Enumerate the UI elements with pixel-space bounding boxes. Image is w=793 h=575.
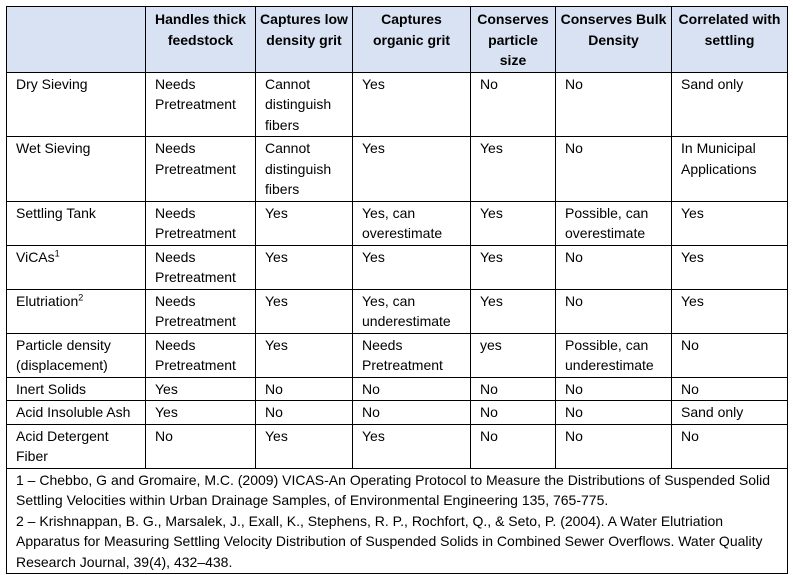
table-cell: Yes xyxy=(471,289,556,333)
footnote-2: 2 – Krishnappan, B. G., Marsalek, J., Exall, K., Stephens, R. P., Rochfort, Q., & Seto, P. (2004). A Water Elutriation Apparatus for Measuring Settling Velocity Distribution of Suspended Solids in Combined Sewer Overflows. Water Quality Research Journal, 39(4), 432–438. xyxy=(16,512,763,570)
table-cell: Sand only xyxy=(672,401,788,425)
table-row xyxy=(7,401,788,425)
table-cell: Yes xyxy=(256,245,353,289)
method-label: Wet Sieving xyxy=(16,140,91,156)
table-cell: Yes xyxy=(146,377,256,401)
method-label: Elutriation xyxy=(16,292,79,309)
table-cell: Yes xyxy=(471,245,556,289)
table-cell: yes xyxy=(471,333,556,377)
table-body xyxy=(7,72,788,468)
table-cell: Sand only xyxy=(672,72,788,137)
table-cell: Yes xyxy=(672,245,788,289)
row-method-cell xyxy=(7,72,146,137)
header-conserves-particle-size: Conserves particle size xyxy=(471,7,556,73)
table-cell: No xyxy=(556,424,672,468)
table-cell: Yes xyxy=(672,289,788,333)
table-cell: Yes xyxy=(256,333,353,377)
table-cell: Needs Pretreatment xyxy=(146,137,256,202)
header-correlated-with-settling: Correlated with settling xyxy=(672,7,788,73)
table-cell: Yes xyxy=(146,401,256,425)
table-cell: Possible, can overestimate xyxy=(556,201,672,245)
table-cell: No xyxy=(256,401,353,425)
row-method-cell xyxy=(7,289,146,333)
row-method-cell xyxy=(7,333,146,377)
table-cell: Needs Pretreatment xyxy=(146,289,256,333)
method-label: Inert Solids xyxy=(16,380,87,397)
table-row xyxy=(7,289,788,333)
table-cell: Yes, can underestimate xyxy=(353,289,471,333)
row-method-cell xyxy=(7,377,146,401)
table-cell: Yes xyxy=(353,137,471,202)
header-handles-thick-feedstock: Handles thick feedstock xyxy=(146,7,256,73)
table-cell: Yes xyxy=(256,289,353,333)
header-captures-organic-grit: Captures organic grit xyxy=(353,7,471,73)
table-cell: No xyxy=(672,377,788,401)
table-cell: No xyxy=(672,333,788,377)
table-cell: In Municipal Applications xyxy=(672,137,788,202)
table-cell: Yes xyxy=(353,424,471,468)
row-method-cell xyxy=(7,201,146,245)
table-cell: Yes xyxy=(256,424,353,468)
method-label: Dry Sieving xyxy=(16,75,88,92)
table-cell: Yes xyxy=(471,137,556,202)
table-cell: No xyxy=(672,424,788,468)
footnotes-row xyxy=(7,468,788,574)
table-cell: Needs Pretreatment xyxy=(146,72,256,137)
row-method-cell xyxy=(7,424,146,468)
table-cell: No xyxy=(556,377,672,401)
table-cell: No xyxy=(556,137,672,202)
table-row xyxy=(7,333,788,377)
table-row xyxy=(7,424,788,468)
footnotes-cell xyxy=(7,468,788,574)
table-cell: Needs Pretreatment xyxy=(146,201,256,245)
table-row xyxy=(7,72,788,137)
row-method-cell xyxy=(7,401,146,425)
footnote-marker: 1 xyxy=(54,247,60,258)
table-cell: Yes xyxy=(672,201,788,245)
table-cell: No xyxy=(353,377,471,401)
table-cell: Yes xyxy=(256,201,353,245)
footnote-marker: 2 xyxy=(78,291,84,302)
table-cell: No xyxy=(556,72,672,137)
table-cell: No xyxy=(256,377,353,401)
header-conserves-bulk-density: Conserves Bulk Density xyxy=(556,7,672,73)
table-cell: No xyxy=(471,424,556,468)
table-cell: No xyxy=(471,377,556,401)
table-cell: Cannot distinguish fibers xyxy=(256,137,353,202)
table-row xyxy=(7,201,788,245)
table-row xyxy=(7,377,788,401)
table-cell: No xyxy=(471,401,556,425)
table-cell: Yes, can overestimate xyxy=(353,201,471,245)
method-label: ViCAs xyxy=(16,248,55,265)
table-row xyxy=(7,245,788,289)
header-row xyxy=(7,7,788,73)
table-cell: Cannot distinguish fibers xyxy=(256,72,353,137)
table-cell: No xyxy=(556,401,672,425)
table-cell: No xyxy=(146,424,256,468)
table-cell: Yes xyxy=(353,245,471,289)
table-cell: No xyxy=(556,289,672,333)
table-cell: No xyxy=(353,401,471,425)
footnote-1: 1 – Chebbo, G and Gromaire, M.C. (2009) VICAS-An Operating Protocol to Measure the Distributions of Suspended Solid Settling Velocities within Urban Drainage Samples, of Environmental Engineering 135, 765-775. xyxy=(16,471,771,508)
header-corner xyxy=(7,7,146,73)
row-method-cell xyxy=(7,245,146,289)
method-label: Particle density (displacement) xyxy=(16,336,111,373)
table-row xyxy=(7,137,788,202)
table-cell: Needs Pretreatment xyxy=(146,333,256,377)
table-cell: Yes xyxy=(353,72,471,137)
method-label: Acid Insoluble Ash xyxy=(16,404,131,420)
table-cell: No xyxy=(556,245,672,289)
table-cell: Needs Pretreatment xyxy=(353,333,471,377)
row-method-cell xyxy=(7,137,146,202)
table-cell: Needs Pretreatment xyxy=(146,245,256,289)
method-label: Acid Detergent Fiber xyxy=(16,427,109,464)
table-cell: Possible, can underestimate xyxy=(556,333,672,377)
table-cell: Yes xyxy=(471,201,556,245)
method-label: Settling Tank xyxy=(16,204,96,221)
header-captures-low-density-grit: Captures low density grit xyxy=(256,7,353,73)
comparison-table xyxy=(6,6,788,574)
table-cell: No xyxy=(471,72,556,137)
